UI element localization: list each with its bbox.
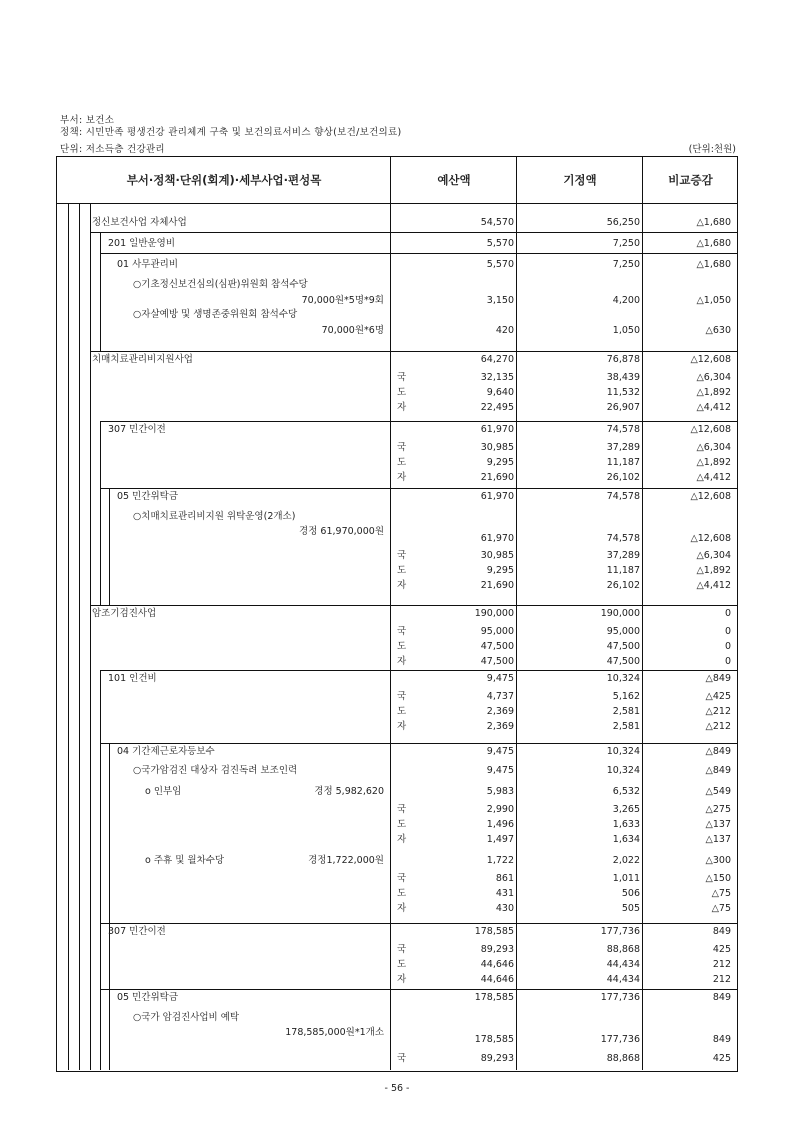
fund-source-label: 자 [397, 580, 407, 591]
row-label: 05 민간위탁금 [117, 491, 178, 502]
fund-diff-value: △1,892 [696, 457, 731, 468]
diff-value: △849 [705, 765, 731, 776]
fund-source-label: 도 [397, 706, 407, 717]
fund-source-label: 국 [397, 626, 407, 637]
fund-budget-value: 9,295 [486, 565, 514, 576]
row-sub-label: 70,000원*5명*9회 [301, 295, 384, 306]
fund-previous-value: 88,868 [606, 1053, 640, 1064]
fund-diff-value: △4,412 [696, 580, 731, 591]
fund-previous-value: 44,434 [606, 974, 640, 985]
header-policy: 정책: 시민만족 평생건강 관리체계 구축 및 보건의료서비스 향상(보건/보건의료) [60, 127, 402, 138]
fund-previous-value: 1,634 [612, 834, 640, 845]
fund-source-label: 도 [397, 565, 407, 576]
budget-value: 178,585 [474, 992, 514, 1003]
fund-previous-value: 505 [621, 903, 640, 914]
fund-previous-value: 26,102 [606, 472, 640, 483]
budget-value: 178,585 [474, 1034, 514, 1045]
budget-value: 190,000 [474, 608, 514, 619]
fund-previous-value: 37,289 [606, 442, 640, 453]
fund-source-label: 자 [397, 974, 407, 985]
previous-value: 4,200 [612, 295, 640, 306]
row-sub-label: 70,000원*6명 [321, 325, 384, 336]
fund-budget-value: 21,690 [480, 580, 514, 591]
fund-source-label: 자 [397, 721, 407, 732]
previous-value: 177,736 [600, 992, 640, 1003]
fund-source-label: 자 [397, 834, 407, 845]
fund-budget-value: 44,646 [480, 974, 514, 985]
row-label: 정신보건사업 자체사업 [92, 217, 187, 228]
previous-value: 76,878 [606, 354, 640, 365]
fund-diff-value: △75 [711, 903, 731, 914]
fund-previous-value: 26,102 [606, 580, 640, 591]
header-dept: 부서: 보건소 [60, 115, 115, 126]
fund-budget-value: 4,737 [486, 691, 514, 702]
fund-diff-value: △6,304 [696, 372, 731, 383]
fund-source-label: 자 [397, 656, 407, 667]
fund-budget-value: 1,497 [486, 834, 514, 845]
fund-diff-value: △150 [705, 873, 731, 884]
fund-source-label: 국 [397, 804, 407, 815]
row-label: ○국가암검진 대상자 검진독려 보조인력 [133, 765, 298, 776]
fund-previous-value: 506 [621, 888, 640, 899]
fund-source-label: 도 [397, 959, 407, 970]
fund-budget-value: 9,295 [486, 457, 514, 468]
row-label: 01 사무관리비 [117, 259, 178, 270]
fund-source-label: 국 [397, 873, 407, 884]
row-label: ○국가 암검진사업비 예탁 [133, 1012, 240, 1023]
fund-source-label: 도 [397, 888, 407, 899]
fund-budget-value: 89,293 [480, 1053, 514, 1064]
row-label: 암조기검진사업 [92, 608, 157, 619]
budget-value: 61,970 [480, 424, 514, 435]
row-label: o 주휴 및 월차수당 [145, 855, 225, 866]
fund-source-label: 국 [397, 550, 407, 561]
fund-diff-value: △137 [705, 834, 731, 845]
page-number: - 56 - [384, 1083, 410, 1094]
header-division: 단위: 저소득층 건강관리 [60, 144, 165, 155]
diff-value: △1,050 [696, 295, 731, 306]
fund-budget-value: 2,369 [486, 721, 514, 732]
previous-value: 6,532 [612, 786, 640, 797]
fund-budget-value: 89,293 [480, 944, 514, 955]
fund-budget-value: 30,985 [480, 442, 514, 453]
row-label: ○기초정신보건심의(심판)위원회 참석수당 [133, 279, 308, 290]
fund-diff-value: 0 [724, 626, 731, 637]
diff-value: △1,680 [696, 217, 731, 228]
fund-source-label: 자 [397, 903, 407, 914]
fund-previous-value: 88,868 [606, 944, 640, 955]
previous-value: 74,578 [606, 533, 640, 544]
fund-budget-value: 431 [495, 888, 514, 899]
diff-value: △549 [705, 786, 731, 797]
fund-budget-value: 2,990 [486, 804, 514, 815]
diff-value: △300 [705, 855, 731, 866]
budget-value: 5,570 [486, 259, 514, 270]
row-label: 201 일반운영비 [108, 238, 176, 249]
row-label: 101 인건비 [108, 673, 157, 684]
header-previous: 기정액 [563, 173, 597, 187]
fund-previous-value: 11,187 [606, 457, 640, 468]
fund-previous-value: 1,011 [612, 873, 640, 884]
fund-diff-value: 212 [712, 959, 731, 970]
budget-table [56, 156, 738, 1072]
fund-previous-value: 26,907 [606, 402, 640, 413]
fund-previous-value: 5,162 [612, 691, 640, 702]
fund-diff-value: △137 [705, 819, 731, 830]
budget-value: 1,722 [486, 855, 514, 866]
previous-value: 74,578 [606, 491, 640, 502]
fund-diff-value: △212 [705, 706, 731, 717]
diff-value: △630 [705, 325, 731, 336]
diff-value: △849 [705, 673, 731, 684]
fund-source-label: 국 [397, 1053, 407, 1064]
diff-value: △1,680 [696, 259, 731, 270]
diff-value: △1,680 [696, 238, 731, 249]
fund-source-label: 도 [397, 641, 407, 652]
previous-value: 10,324 [606, 673, 640, 684]
diff-value: 0 [724, 608, 731, 619]
budget-value: 5,983 [486, 786, 514, 797]
fund-diff-value: △1,892 [696, 565, 731, 576]
fund-budget-value: 44,646 [480, 959, 514, 970]
fund-previous-value: 37,289 [606, 550, 640, 561]
fund-diff-value: △4,412 [696, 402, 731, 413]
previous-value: 7,250 [612, 259, 640, 270]
fund-source-label: 국 [397, 442, 407, 453]
fund-previous-value: 47,500 [606, 656, 640, 667]
fund-diff-value: △6,304 [696, 442, 731, 453]
budget-value: 3,150 [486, 295, 514, 306]
header-budget: 예산액 [437, 173, 471, 187]
diff-value: 849 [712, 1034, 731, 1045]
budget-value: 9,475 [486, 746, 514, 757]
header-item: 부서·정책·단위(회계)·세부사업·편성목 [126, 173, 322, 187]
fund-diff-value: △75 [711, 888, 731, 899]
diff-value: △12,608 [690, 354, 731, 365]
fund-source-label: 국 [397, 372, 407, 383]
fund-diff-value: △6,304 [696, 550, 731, 561]
row-label: 치매치료관리비지원사업 [92, 354, 193, 365]
row-note: 경정 5,982,620 [314, 786, 384, 797]
fund-budget-value: 32,135 [480, 372, 514, 383]
budget-value: 61,970 [480, 533, 514, 544]
row-label: ○자살예방 및 생명존중위원회 참석수당 [133, 309, 298, 320]
fund-diff-value: △4,412 [696, 472, 731, 483]
row-label: ○치매치료관리비지원 위탁운영(2개소) [133, 511, 296, 522]
fund-diff-value: 425 [712, 944, 731, 955]
fund-diff-value: △1,892 [696, 387, 731, 398]
row-label: o 인부임 [145, 786, 182, 797]
row-label: 04 기간제근로자등보수 [117, 746, 215, 757]
previous-value: 74,578 [606, 424, 640, 435]
fund-budget-value: 47,500 [480, 656, 514, 667]
fund-source-label: 국 [397, 691, 407, 702]
fund-previous-value: 47,500 [606, 641, 640, 652]
row-note: 경정1,722,000원 [308, 855, 384, 866]
fund-diff-value: 212 [712, 974, 731, 985]
fund-previous-value: 3,265 [612, 804, 640, 815]
unit-note: (단위:천원) [688, 144, 736, 155]
fund-source-label: 자 [397, 402, 407, 413]
previous-value: 177,736 [600, 1034, 640, 1045]
fund-diff-value: △212 [705, 721, 731, 732]
budget-value: 178,585 [474, 926, 514, 937]
fund-source-label: 자 [397, 472, 407, 483]
previous-value: 56,250 [606, 217, 640, 228]
budget-value: 9,475 [486, 673, 514, 684]
fund-diff-value: 425 [712, 1053, 731, 1064]
fund-source-label: 국 [397, 944, 407, 955]
row-label: 307 민간이전 [108, 424, 166, 435]
fund-diff-value: 0 [724, 656, 731, 667]
row-sub-label: 178,585,000원*1개소 [285, 1027, 384, 1038]
diff-value: △12,608 [690, 424, 731, 435]
row-label: 307 민간이전 [108, 926, 166, 937]
fund-previous-value: 44,434 [606, 959, 640, 970]
header-diff: 비교증감 [668, 173, 713, 187]
fund-previous-value: 2,581 [612, 706, 640, 717]
previous-value: 2,022 [612, 855, 640, 866]
table-header [57, 157, 737, 204]
previous-value: 7,250 [612, 238, 640, 249]
fund-budget-value: 1,496 [486, 819, 514, 830]
diff-value: △12,608 [690, 491, 731, 502]
row-sub-label: 경정 61,970,000원 [299, 526, 384, 537]
budget-value: 61,970 [480, 491, 514, 502]
fund-budget-value: 30,985 [480, 550, 514, 561]
fund-source-label: 도 [397, 387, 407, 398]
diff-value: 849 [712, 992, 731, 1003]
previous-value: 10,324 [606, 765, 640, 776]
budget-value: 5,570 [486, 238, 514, 249]
fund-source-label: 도 [397, 457, 407, 468]
diff-value: 849 [712, 926, 731, 937]
fund-previous-value: 38,439 [606, 372, 640, 383]
fund-previous-value: 95,000 [606, 626, 640, 637]
fund-diff-value: △275 [705, 804, 731, 815]
diff-value: △12,608 [690, 533, 731, 544]
diff-value: △849 [705, 746, 731, 757]
fund-source-label: 도 [397, 819, 407, 830]
previous-value: 10,324 [606, 746, 640, 757]
fund-budget-value: 9,640 [486, 387, 514, 398]
fund-diff-value: 0 [724, 641, 731, 652]
fund-previous-value: 2,581 [612, 721, 640, 732]
fund-previous-value: 1,633 [612, 819, 640, 830]
row-label: 05 민간위탁금 [117, 992, 178, 1003]
budget-value: 64,270 [480, 354, 514, 365]
fund-budget-value: 2,369 [486, 706, 514, 717]
budget-value: 9,475 [486, 765, 514, 776]
fund-budget-value: 21,690 [480, 472, 514, 483]
budget-value: 54,570 [480, 217, 514, 228]
previous-value: 1,050 [612, 325, 640, 336]
fund-budget-value: 861 [495, 873, 514, 884]
fund-budget-value: 22,495 [480, 402, 514, 413]
fund-previous-value: 11,187 [606, 565, 640, 576]
fund-previous-value: 11,532 [606, 387, 640, 398]
fund-budget-value: 47,500 [480, 641, 514, 652]
previous-value: 190,000 [600, 608, 640, 619]
previous-value: 177,736 [600, 926, 640, 937]
fund-diff-value: △425 [705, 691, 731, 702]
fund-budget-value: 430 [495, 903, 514, 914]
budget-value: 420 [495, 325, 514, 336]
fund-budget-value: 95,000 [480, 626, 514, 637]
